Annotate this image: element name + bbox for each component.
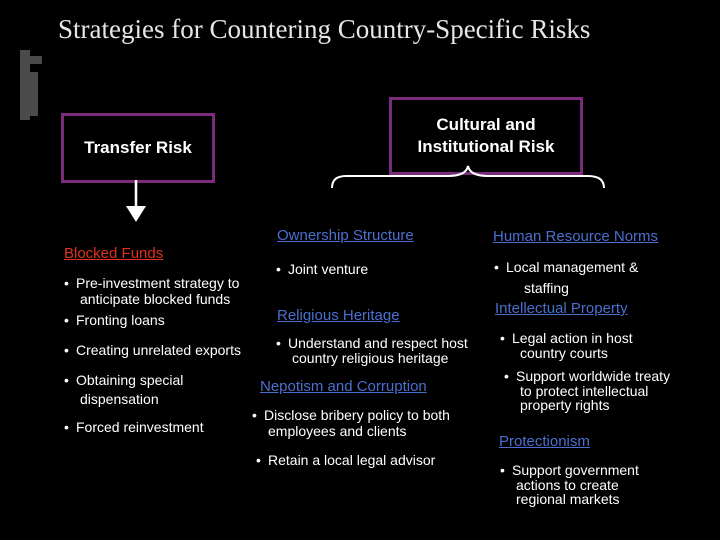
protectionism-bullet-line3: regional markets [516,491,620,508]
ip-bullet-2-line2: to protect intellectual [520,382,649,399]
protectionism-bullet-line2: actions to create [516,476,619,493]
joint-venture-bullet: • Joint venture [276,262,368,277]
intellectual-property-heading: Intellectual Property [495,300,628,317]
left-bullet-5: • Forced reinvestment [64,420,204,435]
nepotism-bullet-1 [252,408,450,438]
protectionism-heading: Protectionism [499,433,590,450]
ip-bullet-1-line2: country courts [520,344,608,361]
cultural-risk-label-line2: Institutional Risk [417,137,555,156]
religious-heritage-heading: Religious Heritage [277,307,400,324]
hr-bullet-line2: staffing [524,279,569,296]
hr-bullet-line1: • Local management & [494,260,638,275]
left-bullet-3: • Creating unrelated exports [64,343,241,358]
nepotism-bullet-1-line2: employees and clients [268,422,407,439]
down-arrow-icon [126,180,146,222]
religious-bullet-line1: • Understand and respect host [276,336,468,351]
left-bullet-4 [64,373,183,406]
ip-bullet-2-line1: • Support worldwide treaty [504,369,670,384]
nepotism-bullet-1-line1: • Disclose bribery policy to both [252,408,450,423]
obtaining-special-line2: dispensation [80,390,159,407]
ip-bullet-2 [504,369,670,413]
protectionism-bullet-line1: • Support government [500,463,639,478]
religious-bullet [276,336,468,365]
nepotism-heading: Nepotism and Corruption [260,378,427,395]
hr-bullet [494,260,638,295]
blocked-funds-heading: Blocked Funds [64,245,164,262]
ip-bullet-1 [500,331,633,360]
transfer-risk-label: Transfer Risk [84,137,192,157]
religious-bullet-line2: country religious heritage [292,349,449,366]
page-title: Strategies for Countering Country-Specific Risks [58,14,591,44]
ip-bullet-2-line3: property rights [520,397,610,414]
pre-investment-line1: • Pre-investment strategy to [64,276,239,291]
curly-brace [332,166,604,188]
obtaining-special-line1: • Obtaining special [64,373,183,388]
ownership-structure-heading: Ownership Structure [277,227,414,244]
protectionism-bullet [500,463,639,507]
pre-investment-line2: anticipate blocked funds [80,290,231,307]
left-bullet-2: • Fronting loans [64,313,165,328]
left-bullet-1 [64,276,239,306]
cultural-risk-label-line1: Cultural and [436,114,536,134]
hr-norms-heading: Human Resource Norms [493,228,659,245]
ip-bullet-1-line1: • Legal action in host [500,331,633,346]
nepotism-bullet-2: • Retain a local legal advisor [256,453,435,468]
